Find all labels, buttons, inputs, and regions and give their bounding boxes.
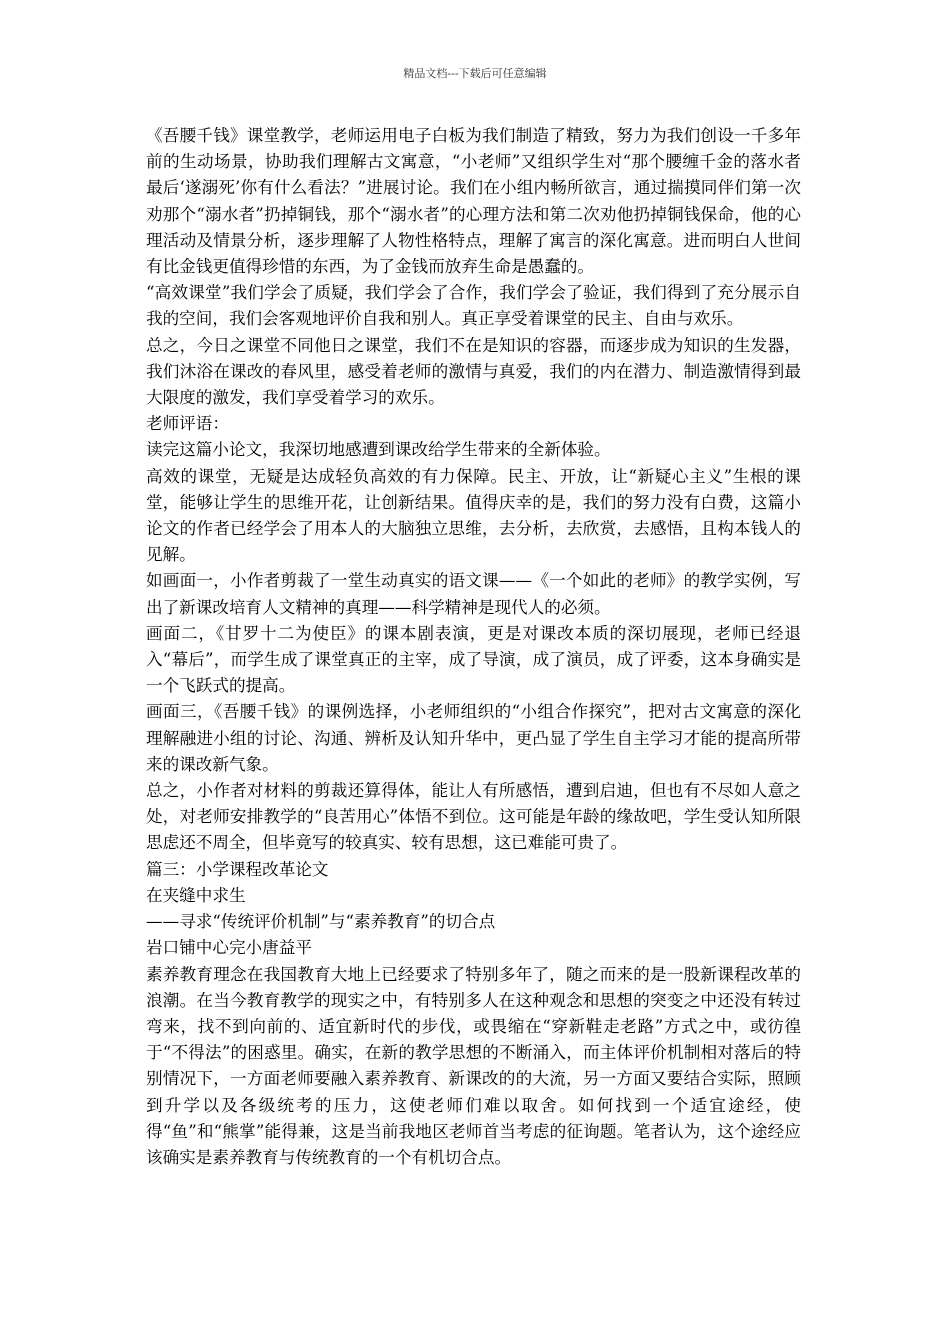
section-heading: 篇三：小学课程改革论文 [146, 859, 329, 879]
paragraph: “高效课堂”我们学会了质疑，我们学会了合作，我们学会了验证，我们得到了充分展示自我的空间，我们会客观地评价自我和别人。真正享受着课堂的民主、自由与欢乐。 [146, 283, 801, 329]
paragraph: 画面三，《吾腰千钱》的课例选择，小老师组织的“小组合作探究”，把对古文寓意的深化理解融进小组的讨论、沟通、辨析及认知升华中，更凸显了学生自主学习才能的提高所带来的课改新气象。 [146, 702, 801, 774]
page-header: 精品文档---下载后可任意编辑 [403, 67, 547, 80]
article-subtitle: ——寻求“传统评价机制”与“素养教育”的切合点 [146, 912, 496, 932]
paragraph: 《吾腰千钱》课堂教学，老师运用电子白板为我们制造了精致，努力为我们创设一千多年前的生动场景，协助我们理解古文寓意，“小老师”又组织学生对“那个腰缠千金的落水者最后‘遂溺死’你有什么看法？”进展讨论。我们在小组内畅所欲言，通过揣摸同伴们第一次劝那个“溺水者”扔掉铜钱，那个“溺水者”的心理方法和第二次劝他扔掉铜钱保命，他的心理活动及情景分析，逐步理解了人物性格特点，理解了寓言的深化寓意。进而明白人世间有比金钱更值得珍惜的东西，为了金钱而放弃生命是愚蠢的。 [146, 126, 801, 277]
paragraph: 总之，今日之课堂不同他日之课堂，我们不在是知识的容器，而逐步成为知识的生发器，我们沐浴在课改的春风里，感受着老师的激情与真爱，我们的内在潜力、制造激情得到最大限度的激发，我们享受着学习的欢乐。 [146, 335, 801, 408]
teacher-comment-heading: 老师评语： [146, 414, 229, 434]
paragraph: 高效的课堂，无疑是达成轻负高效的有力保障。民主、开放，让“新疑心主义”生根的课堂，能够让学生的思维开花，让创新结果。值得庆幸的是，我们的努力没有白费，这篇小论文的作者已经学会了用本人的大脑独立思维，去分析，去欣赏，去感悟，且构本钱人的见解。 [146, 466, 801, 565]
paragraph: 如画面一，小作者剪裁了一堂生动真实的语文课——《一个如此的老师》的教学实例，写出了新课改培育人文精神的真理——科学精神是现代人的必须。 [146, 571, 801, 617]
article-author: 岩口铺中心完小唐益平 [146, 938, 312, 958]
document-body [146, 123, 801, 1171]
article-title: 在夹缝中求生 [146, 885, 246, 905]
paragraph: 素养教育理念在我国教育大地上已经要求了特别多年了，随之而来的是一股新课程改革的浪潮。在当今教育教学的现实之中，有特别多人在这种观念和思想的突变之中还没有转过弯来，找不到向前的、适宜新时代的步伐，或畏缩在“穿新鞋走老路”方式之中，或彷徨于“不得法”的困惑里。确实，在新的教学思想的不断涌入，而主体评价机制相对落后的特别情况下，一方面老师要融入素养教育、新课改的的大流，另一方面又要结合实际，照顾到升学以及各级统考的压力，这使老师们难以取舍。如何找到一个适宜途经，使得“鱼”和“熊掌”能得兼，这是当前我地区老师首当考虑的征询题。笔者认为，这个途经应该确实是素养教育与传统教育的一个有机切合点。 [146, 964, 801, 1167]
paragraph: 读完这篇小论文，我深切地感遭到课改给学生带来的全新体验。 [146, 440, 611, 460]
paragraph: 总之，小作者对材料的剪裁还算得体，能让人有所感悟，遭到启迪，但也有不尽如人意之处，对老师安排教学的“良苦用心”体悟不到位。这可能是年龄的缘故吧，学生受认知所限思虑还不周全，但毕竟写的较真实、较有思想，这已难能可贵了。 [146, 781, 801, 853]
paragraph: 画面二，《甘罗十二为使臣》的课本剧表演，更是对课改本质的深切展现，老师已经退入“幕后”，而学生成了课堂真正的主宰，成了导演，成了演员，成了评委，这本身确实是一个飞跃式的提高。 [146, 623, 801, 696]
